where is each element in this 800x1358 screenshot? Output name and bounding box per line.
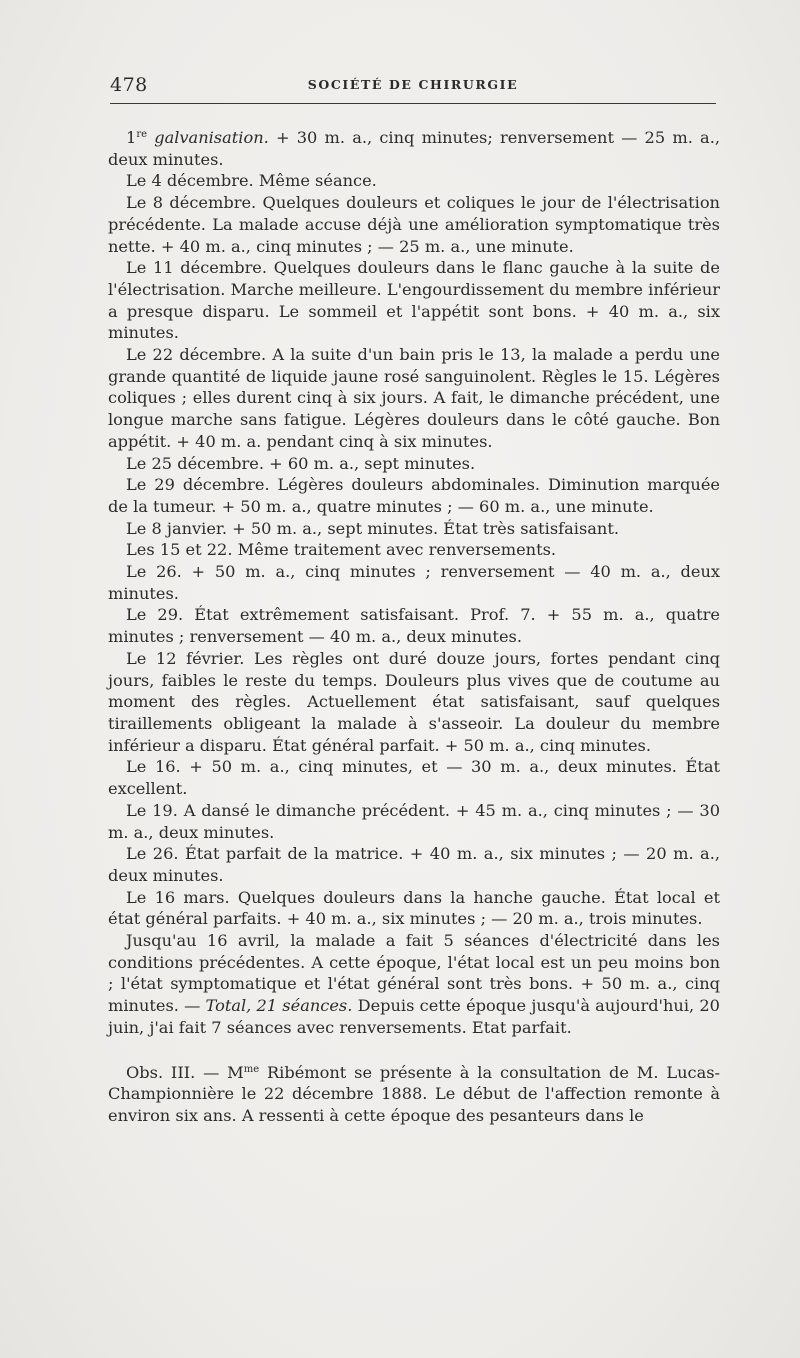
paragraph-17-end: Depuis cette époque jusqu'à aujourd'hui, 20 juin, j'ai fait 7 séances avec renversements. Etat parfait. bbox=[108, 996, 720, 1037]
observation-heading-paragraph bbox=[108, 1059, 720, 1127]
paragraph-9: Les 15 et 22. Même traitement avec renversements. bbox=[126, 540, 557, 560]
header-rule bbox=[110, 103, 716, 104]
paragraph-10: Le 26. + 50 m. a., cinq minutes ; renversement — 40 m. a., deux minutes. bbox=[108, 562, 720, 603]
observation-text: Ribémont se présente à la consultation de M. Lucas-Championnière le 22 décembre 1888. Le début de l'affection remonte à environ six ans. A ressenti à cette époque des pesanteurs dans le bbox=[108, 1062, 720, 1125]
paragraph-1 bbox=[108, 124, 720, 170]
running-head: SOCIÉTÉ DE CHIRURGIE bbox=[307, 77, 519, 92]
paragraph-11: Le 29. État extrêmement satisfaisant. Prof. 7. + 55 m. a., quatre minutes ; renversement — 40 m. a., deux minutes. bbox=[108, 605, 720, 647]
paragraph-17-start: Jusqu'au 16 avril, la malade a fait 5 séances d'électricité dans les conditions précédentes. A cette époque, l'état local est un peu moins bon ; l'état symptomatique et l'état général sont très bons. + 50 m. a., cinq minutes. — bbox=[108, 931, 720, 1016]
ordinal-number: 1 bbox=[126, 128, 137, 147]
ordinal-superscript: re bbox=[136, 129, 148, 140]
body-text bbox=[108, 124, 720, 1127]
paragraph-3: Le 8 décembre. Quelques douleurs et coliques le jour de l'électrisation précédente. La malade accuse déjà une amélioration symptomatique très nette. + 40 m. a., cinq minutes ; — 25 m. a., une minute. bbox=[108, 193, 720, 256]
paragraph-16: Le 16 mars. Quelques douleurs dans la hanche gauche. État local et état général parfaits. + 40 m. a., six minutes ; — 20 m. a., trois minutes. bbox=[108, 887, 720, 929]
italic-term: galvanisation. bbox=[154, 128, 269, 147]
paragraph-4: Le 11 décembre. Quelques douleurs dans le flanc gauche à la suite de l'électrisation. Marche meilleure. L'engourdissement du membre inférieur a presque disparu. Le sommeil et l'appétit sont bons. + 40 m. a., six minutes. bbox=[108, 258, 720, 343]
paragraph-5: Le 22 décembre. A la suite d'un bain pris le 13, la malade a perdu une grande quantité de liquide jaune rosé sanguinolent. Règles le 15. Légères coliques ; elles durent cinq à six jours. A fait, le dimanche précédent, une longue marche sans fatigue. Légères douleurs dans le côté gauche. Bon appétit. + 40 m. a. pendant cinq à six minutes. bbox=[108, 345, 720, 451]
paragraph-1-rest: + 30 m. a., cinq minutes; renversement — 25 m. a., deux minutes. bbox=[108, 128, 720, 169]
page-header bbox=[110, 74, 716, 96]
paragraph-2: Le 4 décembre. Même séance. bbox=[126, 171, 377, 191]
title-superscript: me bbox=[243, 1063, 260, 1075]
italic-total: Total, 21 séances. bbox=[205, 996, 353, 1016]
paragraph-8: Le 8 janvier. + 50 m. a., sept minutes. État très satisfaisant. bbox=[126, 518, 620, 538]
paragraph-14: Le 19. A dansé le dimanche précédent. + 45 m. a., cinq minutes ; — 30 m. a., deux minutes. bbox=[108, 800, 720, 842]
paragraph-7: Le 29 décembre. Légères douleurs abdominales. Diminution marquée de la tumeur. + 50 m. a., quatre minutes ; — 60 m. a., une minute. bbox=[108, 475, 720, 516]
paragraph-6: Le 25 décembre. + 60 m. a., sept minutes. bbox=[126, 453, 476, 473]
paragraph-13: Le 16. + 50 m. a., cinq minutes, et — 30 m. a., deux minutes. État excellent. bbox=[108, 757, 720, 799]
paragraph-17 bbox=[108, 930, 720, 1039]
paragraph-12: Le 12 février. Les règles ont duré douze jours, fortes pendant cinq jours, faibles le reste du temps. Douleurs plus vives que de coutume au moment des règles. Actuellement état satisfaisant, sauf quelques tiraillements obligeant la malade à s'asseoir. La douleur du membre inférieur a disparu. État général parfait. + 50 m. a., cinq minutes. bbox=[108, 648, 720, 755]
page-number: 478 bbox=[110, 74, 148, 96]
observation-label: Obs. III. — M bbox=[126, 1062, 244, 1082]
paragraph-15: Le 26. État parfait de la matrice. + 40 m. a., six minutes ; — 20 m. a., deux minutes. bbox=[108, 844, 720, 885]
